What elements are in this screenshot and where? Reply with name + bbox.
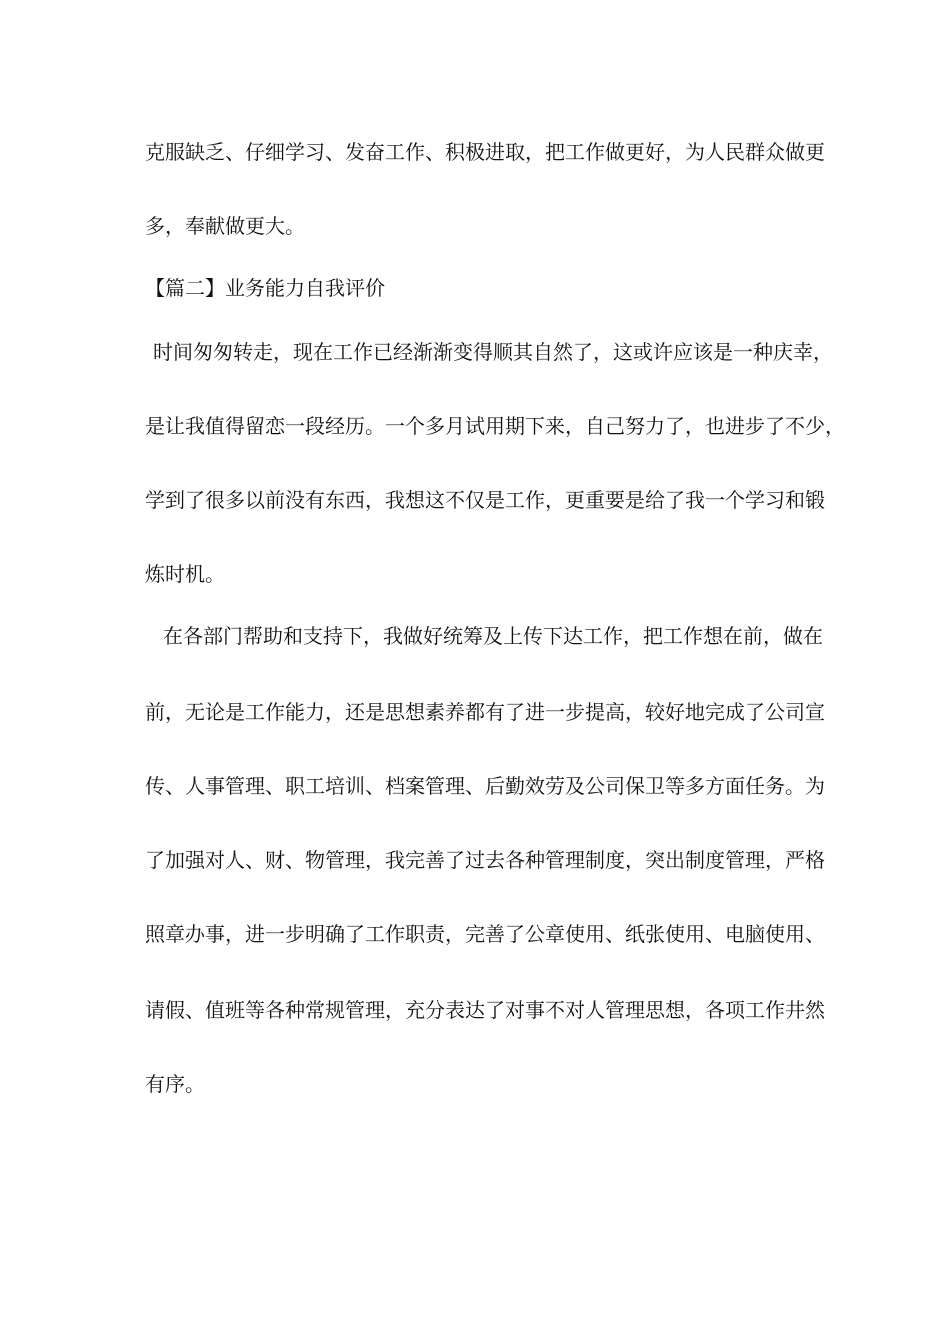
text-line: 了加强对人、财、物管理，我完善了过去各种管理制度，突出制度管理，严格 <box>145 848 825 872</box>
text-line: 前，无论是工作能力，还是思想素养都有了进一步提高，较好地完成了公司宣 <box>145 700 825 724</box>
text-line: 是让我值得留恋一段经历。一个多月试用期下来，自己努力了，也进步了不少， <box>145 414 845 438</box>
text-line: 时间匆匆转走，现在工作已经渐渐变得顺其自然了，这或许应该是一种庆幸， <box>153 340 833 364</box>
text-line: 在各部门帮助和支持下，我做好统筹及上传下达工作，把工作想在前，做在 <box>163 624 823 648</box>
text-line: 炼时机。 <box>145 562 225 586</box>
text-line: 请假、值班等各种常规管理，充分表达了对事不对人管理思想，各项工作井然 <box>145 998 825 1022</box>
text-line: 多，奉献做更大。 <box>145 214 305 238</box>
text-line: 传、人事管理、职工培训、档案管理、后勤效劳及公司保卫等多方面任务。为 <box>145 774 825 798</box>
text-line: 照章办事，进一步明确了工作职责，完善了公章使用、纸张使用、电脑使用、 <box>145 922 825 946</box>
text-line: 学到了很多以前没有东西，我想这不仅是工作，更重要是给了我一个学习和锻 <box>145 488 825 512</box>
section-heading: 【篇二】业务能力自我评价 <box>145 276 385 300</box>
text-line: 有序。 <box>145 1072 205 1096</box>
text-line: 克服缺乏、仔细学习、发奋工作、积极进取，把工作做更好，为人民群众做更 <box>145 140 825 164</box>
